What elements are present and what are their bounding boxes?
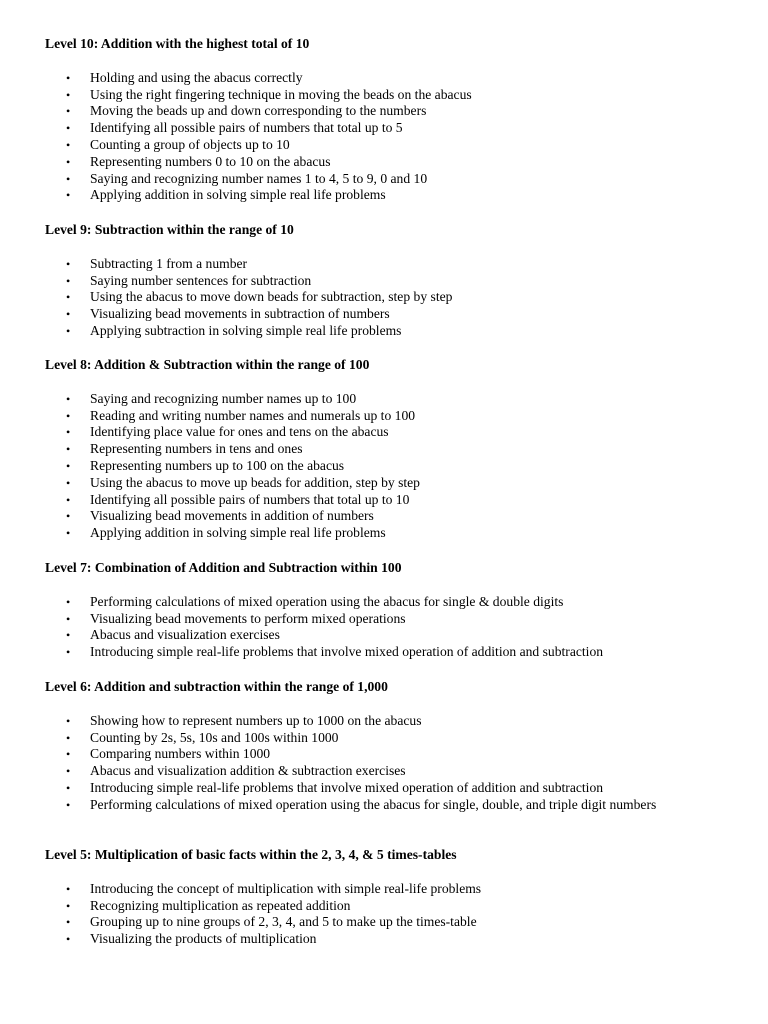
- list-item: • Representing numbers in tens and ones: [66, 441, 303, 457]
- bullet-icon: •: [66, 188, 71, 203]
- list-item: • Performing calculations of mixed operation using the abacus for single, double, and triple digit numbers: [66, 796, 657, 812]
- section-level-8: [45, 357, 745, 542]
- list-item: • Introducing simple real-life problems that involve mixed operation of addition and subtraction: [66, 644, 604, 660]
- section-heading: Level 10: Addition with the highest total of 10: [45, 36, 310, 51]
- bullet-icon: •: [66, 628, 71, 643]
- list-item: • Showing how to represent numbers up to 1000 on the abacus: [66, 712, 422, 728]
- list-item: • Introducing the concept of multiplication with simple real-life problems: [66, 880, 482, 896]
- list-item: • Visualizing bead movements to perform mixed operations: [66, 610, 406, 626]
- section-level-6: [45, 679, 745, 814]
- list-item: • Using the right fingering technique in moving the beads on the abacus: [66, 86, 472, 102]
- list-item: • Counting by 2s, 5s, 10s and 100s within 1000: [66, 729, 339, 745]
- list-item: • Comparing numbers within 1000: [66, 746, 271, 762]
- bullet-icon: •: [66, 154, 71, 169]
- list-item: • Saying number sentences for subtraction: [66, 272, 312, 288]
- bullet-icon: •: [66, 594, 71, 609]
- bullet-icon: •: [66, 932, 71, 947]
- bullet-icon: •: [66, 87, 71, 102]
- bullet-list: [45, 70, 745, 204]
- bullet-icon: •: [66, 121, 71, 136]
- bullet-list: [45, 256, 745, 340]
- bullet-icon: •: [66, 391, 71, 406]
- bullet-icon: •: [66, 137, 71, 152]
- bullet-icon: •: [66, 645, 71, 660]
- list-item: • Applying addition in solving simple real life problems: [66, 525, 386, 541]
- list-item: • Moving the beads up and down corresponding to the numbers: [66, 103, 427, 119]
- list-item: • Identifying all possible pairs of numbers that total up to 5: [66, 120, 403, 136]
- list-item: • Identifying all possible pairs of numbers that total up to 10: [66, 491, 410, 507]
- section-heading: Level 8: Addition & Subtraction within the range of 100: [45, 357, 370, 372]
- bullet-icon: •: [66, 747, 71, 762]
- bullet-icon: •: [66, 442, 71, 457]
- bullet-icon: •: [66, 408, 71, 423]
- list-item: • Abacus and visualization addition & subtraction exercises: [66, 763, 406, 779]
- list-item: • Visualizing the products of multiplication: [66, 931, 317, 947]
- bullet-list: [45, 391, 745, 542]
- bullet-icon: •: [66, 492, 71, 507]
- list-item: • Representing numbers up to 100 on the abacus: [66, 457, 345, 473]
- section-heading: Level 7: Combination of Addition and Subtraction within 100: [45, 560, 402, 575]
- bullet-icon: •: [66, 323, 71, 338]
- bullet-icon: •: [66, 171, 71, 186]
- list-item: • Identifying place value for ones and tens on the abacus: [66, 424, 389, 440]
- section-heading: Level 6: Addition and subtraction within the range of 1,000: [45, 679, 388, 694]
- list-item: • Saying and recognizing number names 1 to 4, 5 to 9, 0 and 10: [66, 170, 428, 186]
- bullet-icon: •: [66, 70, 71, 85]
- bullet-list: [45, 713, 745, 814]
- bullet-icon: •: [66, 458, 71, 473]
- list-item: • Applying subtraction in solving simple real life problems: [66, 322, 402, 338]
- bullet-icon: •: [66, 425, 71, 440]
- bullet-icon: •: [66, 526, 71, 541]
- section-level-5: [45, 847, 745, 948]
- bullet-icon: •: [66, 273, 71, 288]
- section-heading: Level 9: Subtraction within the range of 10: [45, 222, 294, 237]
- bullet-icon: •: [66, 104, 71, 119]
- section-level-9: [45, 222, 745, 340]
- list-item: • Performing calculations of mixed operation using the abacus for single & double digits: [66, 593, 564, 609]
- list-item: • Introducing simple real-life problems that involve mixed operation of addition and subtraction: [66, 779, 604, 795]
- bullet-icon: •: [66, 881, 71, 896]
- list-item: • Counting a group of objects up to 10: [66, 136, 290, 152]
- section-heading: Level 5: Multiplication of basic facts within the 2, 3, 4, & 5 times-tables: [45, 847, 457, 862]
- bullet-icon: •: [66, 764, 71, 779]
- bullet-icon: •: [66, 730, 71, 745]
- bullet-icon: •: [66, 509, 71, 524]
- list-item: • Holding and using the abacus correctly: [66, 69, 303, 85]
- list-item: • Abacus and visualization exercises: [66, 627, 280, 643]
- bullet-icon: •: [66, 780, 71, 795]
- list-item: • Recognizing multiplication as repeated addition: [66, 897, 351, 913]
- list-item: • Subtracting 1 from a number: [66, 255, 248, 271]
- bullet-list: [45, 594, 745, 661]
- section-level-10: [45, 36, 745, 204]
- list-item: • Grouping up to nine groups of 2, 3, 4, and 5 to make up the times-table: [66, 914, 477, 930]
- list-item: • Using the abacus to move down beads for subtraction, step by step: [66, 289, 453, 305]
- list-item: • Using the abacus to move up beads for addition, step by step: [66, 474, 420, 490]
- list-item: • Saying and recognizing number names up to 100: [66, 390, 357, 406]
- list-item: • Visualizing bead movements in subtraction of numbers: [66, 306, 390, 322]
- bullet-icon: •: [66, 256, 71, 271]
- bullet-icon: •: [66, 475, 71, 490]
- bullet-icon: •: [66, 307, 71, 322]
- list-item: • Representing numbers 0 to 10 on the abacus: [66, 153, 331, 169]
- bullet-icon: •: [66, 611, 71, 626]
- list-item: • Applying addition in solving simple real life problems: [66, 187, 386, 203]
- section-level-7: [45, 560, 745, 661]
- bullet-icon: •: [66, 290, 71, 305]
- list-item: • Reading and writing number names and numerals up to 100: [66, 407, 416, 423]
- bullet-icon: •: [66, 898, 71, 913]
- list-item: • Visualizing bead movements in addition of numbers: [66, 508, 374, 524]
- bullet-icon: •: [66, 713, 71, 728]
- bullet-list: [45, 881, 745, 948]
- bullet-icon: •: [66, 797, 71, 812]
- bullet-icon: •: [66, 915, 71, 930]
